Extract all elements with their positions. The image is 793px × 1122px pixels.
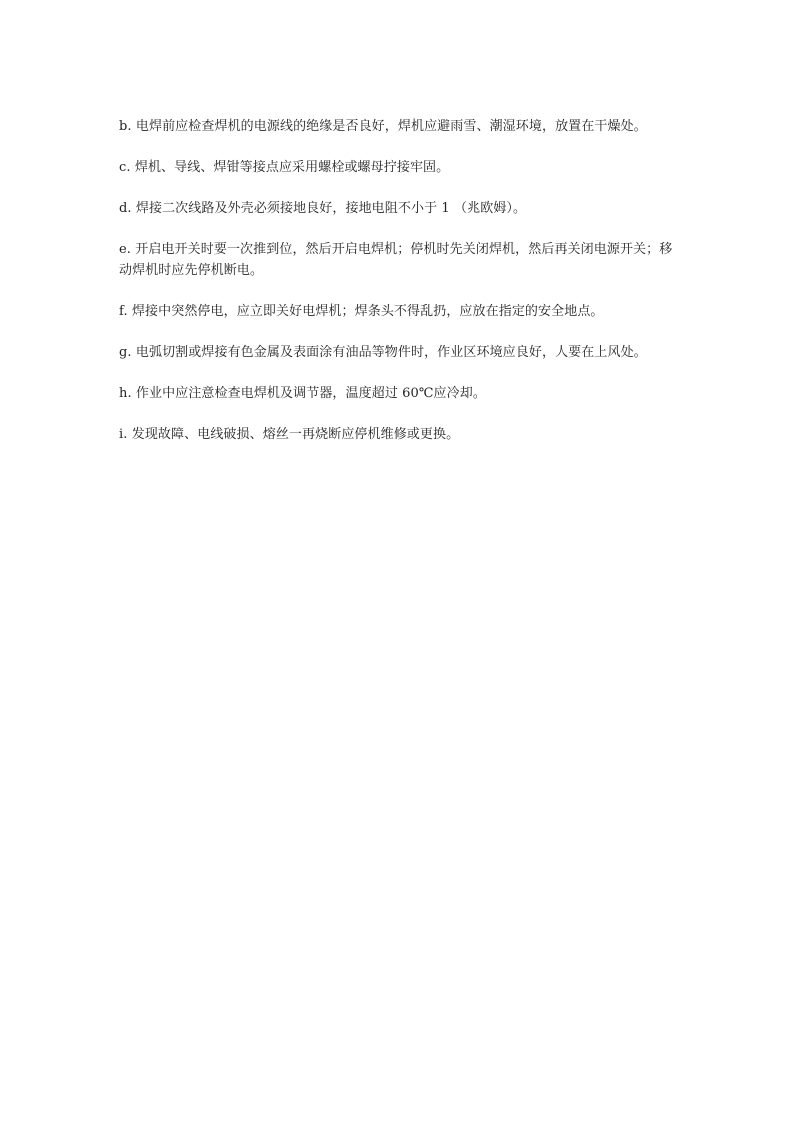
paragraph-item-i: i. 发现故障、电线破损、熔丝一再烧断应停机维修或更换。 bbox=[119, 427, 460, 442]
paragraph-item-e: e. 开启电开关时要一次推到位，然后开启电焊机；停机时先关闭焊机，然后再关闭电源开关；移动焊机时应先停机断电。 bbox=[119, 242, 673, 278]
paragraph-item-h: h. 作业中应注意检查电焊机及调节器，温度超过 60℃应冷却。 bbox=[119, 386, 486, 401]
document-body bbox=[119, 116, 679, 465]
paragraph-item-g: g. 电弧切割或焊接有色金属及表面涂有油品等物件时，作业区环境应良好，人要在上风处。 bbox=[119, 345, 647, 360]
paragraph-item-b: b. 电焊前应检查焊机的电源线的绝缘是否良好，焊机应避雨雪、潮湿环境，放置在干燥处。 bbox=[119, 119, 647, 134]
paragraph-item-f: f. 焊接中突然停电，应立即关好电焊机；焊条头不得乱扔，应放在指定的安全地点。 bbox=[119, 304, 604, 319]
paragraph-item-c: c. 焊机、导线、焊钳等接点应采用螺栓或螺母拧接牢固。 bbox=[119, 160, 450, 175]
paragraph-item-d: d. 焊接二次线路及外壳必须接地良好，接地电阻不小于 1 （兆欧姆）。 bbox=[119, 201, 527, 216]
